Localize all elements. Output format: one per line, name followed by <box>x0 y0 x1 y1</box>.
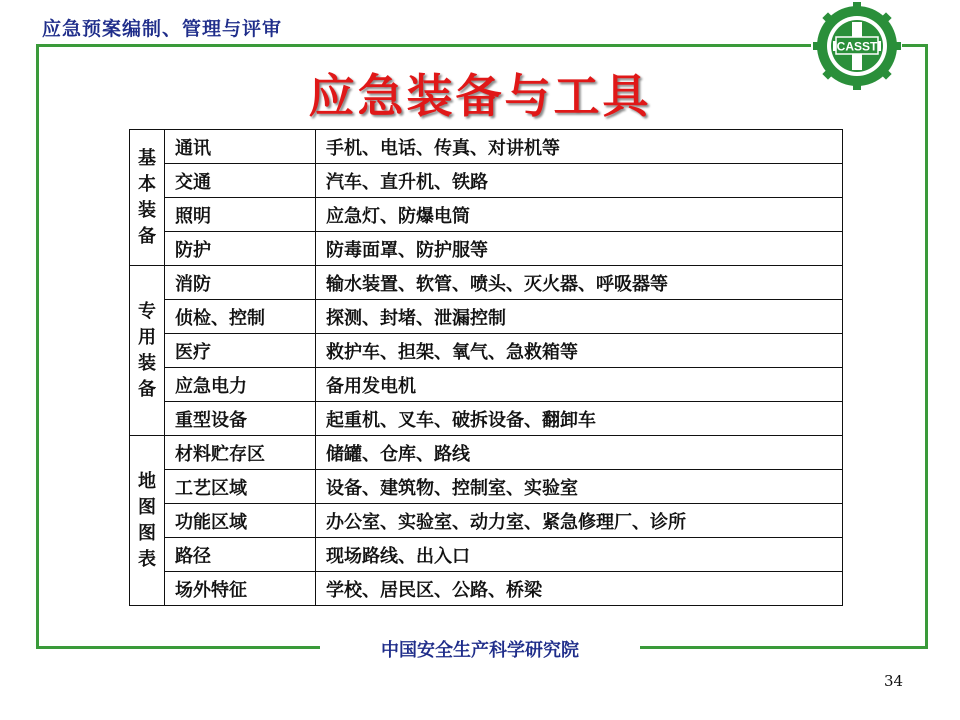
table-row <box>130 470 843 504</box>
table-row <box>130 198 843 232</box>
detail-cell: 输水装置、软管、喷头、灭火器、呼吸器等 <box>316 266 843 300</box>
item-cell: 应急电力 <box>165 368 316 402</box>
logo-text: CASST <box>836 39 878 54</box>
detail-cell: 学校、居民区、公路、桥梁 <box>316 572 843 606</box>
detail-cell: 备用发电机 <box>316 368 843 402</box>
table-row <box>130 504 843 538</box>
table-row <box>130 572 843 606</box>
item-cell: 路径 <box>165 538 316 572</box>
table-row <box>130 402 843 436</box>
table-row <box>130 334 843 368</box>
table-row <box>130 300 843 334</box>
frame-top <box>36 44 811 47</box>
table-row <box>130 368 843 402</box>
item-cell: 通讯 <box>165 130 316 164</box>
detail-cell: 防毒面罩、防护服等 <box>316 232 843 266</box>
item-cell: 工艺区域 <box>165 470 316 504</box>
frame-left <box>36 44 39 649</box>
table-row <box>130 538 843 572</box>
table-row <box>130 266 843 300</box>
item-cell: 侦检、控制 <box>165 300 316 334</box>
item-cell: 消防 <box>165 266 316 300</box>
table-row <box>130 130 843 164</box>
detail-cell: 设备、建筑物、控制室、实验室 <box>316 470 843 504</box>
detail-cell: 汽车、直升机、铁路 <box>316 164 843 198</box>
detail-cell: 现场路线、出入口 <box>316 538 843 572</box>
item-cell: 场外特征 <box>165 572 316 606</box>
group-label: 专用装备 <box>138 300 156 400</box>
detail-cell: 应急灯、防爆电筒 <box>316 198 843 232</box>
page-title: 应急装备与工具 <box>308 69 652 123</box>
item-cell: 交通 <box>165 164 316 198</box>
group-label: 地图图表 <box>138 470 156 570</box>
item-cell: 材料贮存区 <box>165 436 316 470</box>
item-cell: 重型设备 <box>165 402 316 436</box>
page-number: 34 <box>884 672 904 690</box>
detail-cell: 救护车、担架、氧气、急救箱等 <box>316 334 843 368</box>
item-cell: 功能区域 <box>165 504 316 538</box>
item-cell: 医疗 <box>165 334 316 368</box>
table-row <box>130 436 843 470</box>
item-cell: 防护 <box>165 232 316 266</box>
detail-cell: 起重机、叉车、破拆设备、翻卸车 <box>316 402 843 436</box>
group-label-cell <box>130 436 165 606</box>
detail-cell: 储罐、仓库、路线 <box>316 436 843 470</box>
detail-cell: 手机、电话、传真、对讲机等 <box>316 130 843 164</box>
group-label: 基本装备 <box>138 147 156 247</box>
header-title: 应急预案编制、管理与评审 <box>42 18 283 40</box>
detail-cell: 办公室、实验室、动力室、紧急修理厂、诊所 <box>316 504 843 538</box>
group-label-cell <box>130 130 165 266</box>
table-row <box>130 164 843 198</box>
item-cell: 照明 <box>165 198 316 232</box>
equipment-table <box>129 129 843 606</box>
frame-right <box>925 44 928 649</box>
group-label-cell <box>130 266 165 436</box>
detail-cell: 探测、封堵、泄漏控制 <box>316 300 843 334</box>
footer-org: 中国安全生产科学研究院 <box>381 640 579 661</box>
table-row <box>130 232 843 266</box>
